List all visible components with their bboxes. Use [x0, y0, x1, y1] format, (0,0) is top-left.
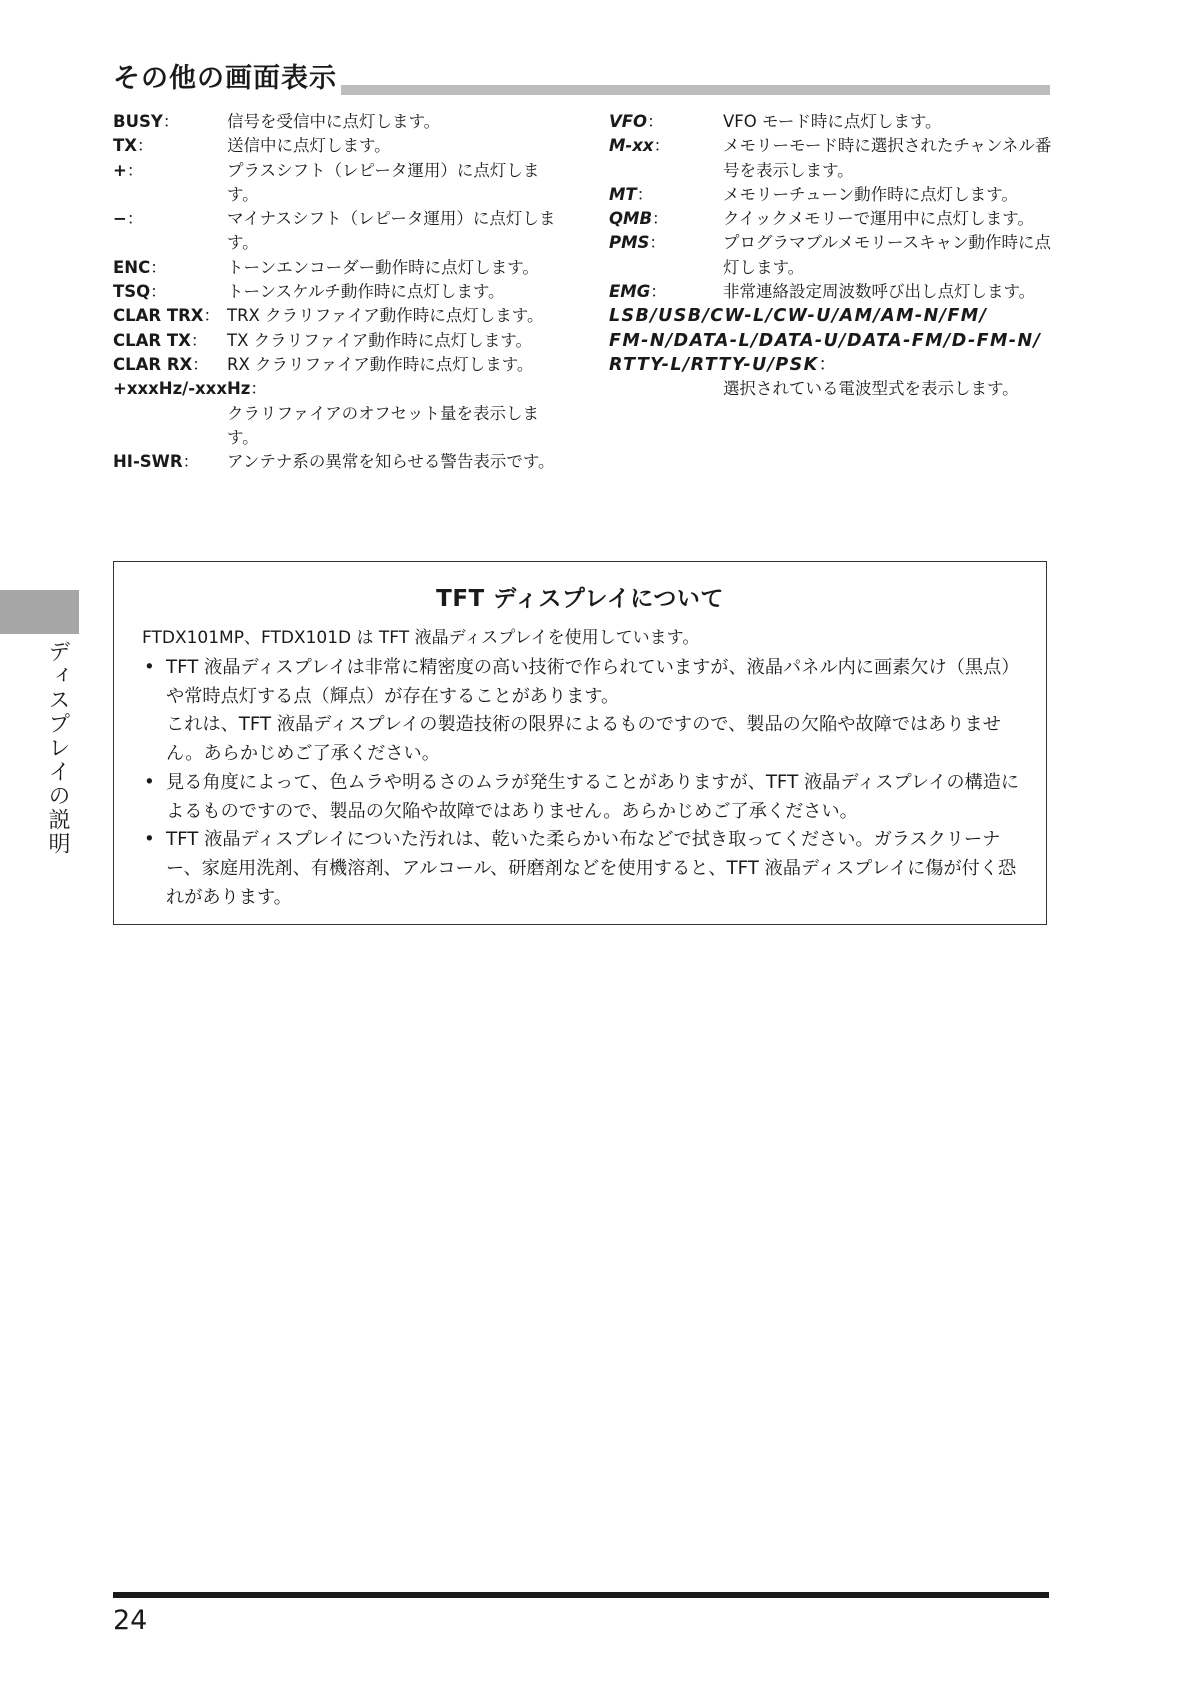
page-number: 24: [113, 1605, 148, 1636]
indicator-desc: クラリファイアのオフセット量を表示します。: [227, 403, 540, 447]
bullet-dot: •: [144, 829, 155, 851]
indicator-term: M-xx: [609, 136, 654, 156]
indicator-colon: ：: [150, 282, 167, 302]
indicator-term: ENC: [113, 257, 151, 277]
chapter-tab-marker: [0, 590, 79, 634]
section-title: その他の画面表示: [113, 62, 341, 96]
indicator-desc: 非常連絡設定周波数呼び出し点灯します。: [723, 282, 1036, 302]
mode-list-line: LSB/USB/CW-L/CW-U/AM/AM-N/FM/: [609, 306, 988, 327]
mode-desc: 選択されている電波型式を表示します。: [723, 379, 1019, 399]
indicator-plus: [113, 159, 563, 208]
indicator-desc: マイナスシフト（レピータ運用）に点灯します。: [227, 209, 556, 253]
indicator-tsq: [113, 280, 563, 304]
left-indicator-list: [113, 110, 563, 474]
section-heading: [113, 62, 1050, 96]
indicator-clar-offset: [113, 377, 563, 450]
indicator-desc: VFO モード時に点灯します。: [723, 112, 942, 131]
notice-title: TFT ディスプレイについて: [436, 586, 724, 612]
notice-bullet-text: 見る角度によって、色ムラや明るさのムラが発生することがありますが、TFT 液晶ディスプレイの構造によるものですので、製品の欠陥や故障ではありません。あらかじめご了承ください。: [166, 771, 1020, 822]
indicator-desc: RX クラリファイア動作時に点灯します。: [227, 354, 534, 374]
indicator-clar-tx: [113, 329, 563, 353]
notice-bullet-text: これは、TFT 液晶ディスプレイの製造技術の限界によるものですので、製品の欠陥や故障ではありません。あらかじめご了承ください。: [166, 714, 1001, 765]
indicator-desc: トーンスケルチ動作時に点灯します。: [227, 282, 505, 302]
indicator-colon: ：: [126, 160, 144, 180]
bullet-dot: •: [144, 657, 155, 678]
indicator-term: +: [113, 160, 127, 180]
indicator-clar-trx: [113, 304, 563, 328]
chapter-side-label: ディスプレイの説明: [45, 640, 70, 856]
indicator-colon: ：: [652, 209, 669, 229]
notice-bullet: [142, 769, 1032, 826]
notice-bullet-text: TFT 液晶ディスプレイは非常に精密度の高い技術で作られていますが、液晶パネル内に画素欠け（黒点）や常時点灯する点（輝点）が存在することがあります。: [166, 657, 1020, 707]
mode-list-line: FM-N/DATA-L/DATA-U/DATA-FM/D-FM-N/: [609, 330, 1042, 351]
indicator-colon: ：: [650, 282, 667, 302]
indicator-term: BUSY: [113, 112, 163, 131]
indicator-desc: プログラマブルメモリースキャン動作時に点灯します。: [723, 233, 1052, 277]
indicator-term: +xxxHz/-xxxHz: [113, 379, 251, 399]
indicator-minus: [113, 207, 563, 256]
indicator-term: CLAR RX: [113, 354, 193, 374]
indicator-desc: アンテナ系の異常を知らせる警告表示です。: [227, 452, 555, 472]
indicator-term: QMB: [609, 209, 653, 229]
indicator-desc: TRX クラリファイア動作時に点灯します。: [227, 306, 544, 326]
mode-colon: ：: [818, 354, 838, 375]
indicator-tx: [113, 134, 563, 158]
indicator-colon: ：: [653, 136, 671, 156]
indicator-colon: ：: [250, 379, 267, 399]
indicator-mode: [609, 377, 1054, 401]
indicator-busy: [113, 110, 563, 134]
indicator-desc: プラスシフト（レピータ運用）に点灯します。: [227, 160, 540, 204]
indicator-clar-rx: [113, 353, 563, 377]
indicator-term: −: [113, 209, 127, 229]
indicator-term: CLAR TRX: [113, 306, 204, 326]
notice-bullet-list: [142, 654, 1032, 912]
right-indicator-list: [609, 110, 1054, 402]
notice-bullet: [142, 654, 1032, 769]
indicator-colon: ：: [647, 112, 664, 131]
notice-bullet: [142, 826, 1032, 912]
notice-bullet-text: TFT 液晶ディスプレイについた汚れは、乾いた柔らかい布などで拭き取ってください。ガラスクリーナー、家庭用洗剤、有機溶剤、アルコール、研磨剤などを使用すると、TFT 液晶ディスプレイに傷が付く恐れがあります。: [166, 829, 1017, 908]
indicator-hi-swr: [113, 450, 563, 474]
indicator-colon: ：: [203, 306, 221, 326]
indicator-colon: ：: [182, 452, 200, 472]
notice-intro: FTDX101MP、FTDX101D は TFT 液晶ディスプレイを使用しています。: [142, 628, 700, 648]
indicator-term: VFO: [609, 112, 648, 131]
mode-list-line: RTTY-L/RTTY-U/PSK: [609, 354, 819, 375]
indicator-vfo: [609, 110, 1054, 134]
indicator-desc: メモリーモード時に選択されたチャンネル番号を表示します。: [723, 136, 1052, 180]
indicator-term: HI-SWR: [113, 452, 183, 472]
indicator-term: EMG: [609, 282, 651, 302]
indicator-m-xx: [609, 134, 1054, 183]
indicator-enc: [113, 256, 563, 280]
indicator-colon: ：: [162, 112, 180, 131]
tft-notice-box: [113, 561, 1047, 925]
indicator-desc: トーンエンコーダー動作時に点灯します。: [227, 257, 539, 277]
indicator-desc: メモリーチューン動作時に点灯します。: [723, 184, 1018, 204]
footer-rule: [113, 1592, 1049, 1598]
indicator-pms: [609, 231, 1054, 280]
indicator-colon: ：: [136, 136, 154, 156]
indicator-mt: [609, 183, 1054, 207]
indicator-term: MT: [609, 184, 637, 204]
bullet-dot: •: [144, 771, 155, 793]
indicator-colon: ：: [126, 209, 144, 229]
indicator-colon: ：: [192, 354, 209, 374]
indicator-colon: ：: [649, 233, 666, 253]
indicator-colon: ：: [150, 257, 167, 277]
indicator-desc: 送信中に点灯します。: [227, 136, 391, 156]
indicator-term: CLAR TX: [113, 330, 191, 350]
indicator-term: TSQ: [113, 282, 151, 302]
indicator-qmb: [609, 207, 1054, 231]
indicator-term: PMS: [609, 233, 650, 253]
indicator-colon: ：: [636, 184, 654, 204]
indicator-term: TX: [113, 136, 137, 156]
indicator-emg: [609, 280, 1054, 304]
indicator-desc: クイックメモリーで運用中に点灯します。: [723, 209, 1034, 229]
indicator-colon: ：: [190, 330, 208, 350]
indicator-desc: 信号を受信中に点灯します。: [227, 112, 441, 131]
indicator-desc: TX クラリファイア動作時に点灯します。: [227, 330, 532, 350]
